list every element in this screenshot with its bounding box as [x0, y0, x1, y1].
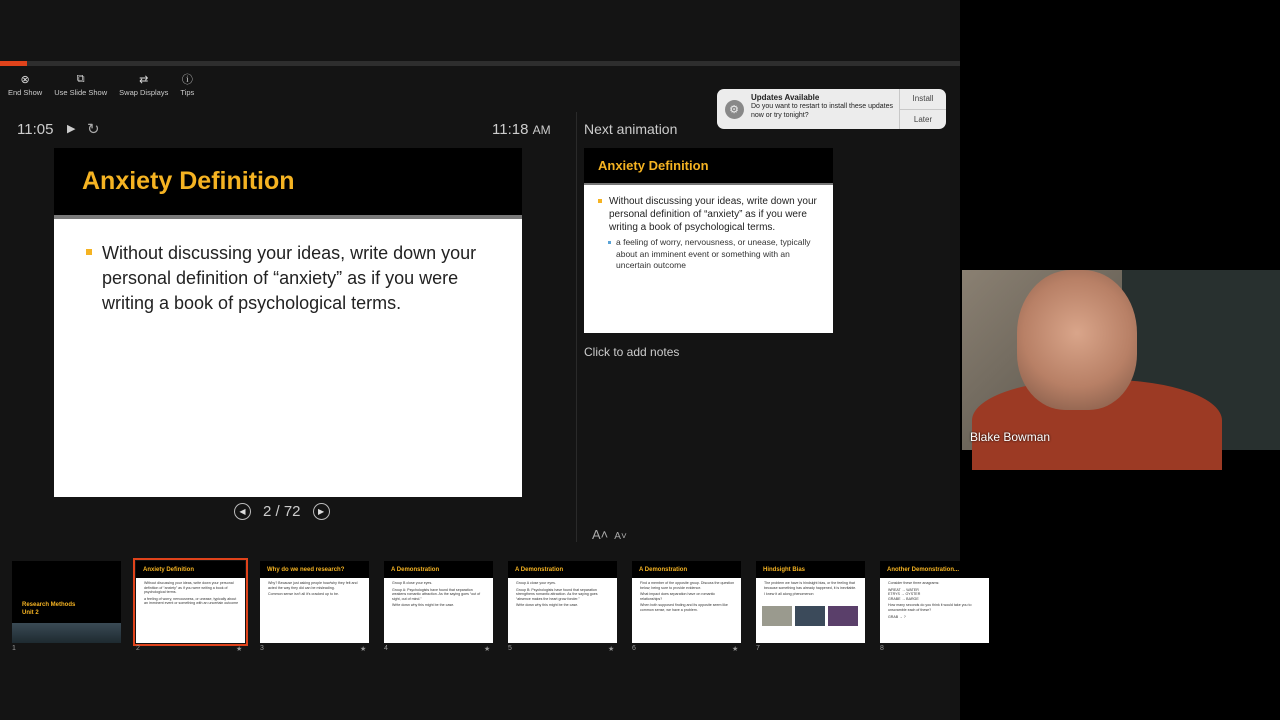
slide-body	[54, 219, 522, 316]
sub-bullet-marker	[608, 241, 611, 244]
close-circle-icon: ⊗	[20, 73, 30, 86]
next-slide-bullet	[598, 195, 825, 234]
end-show-label: End Show	[8, 88, 43, 97]
previous-slide-button[interactable]	[234, 503, 251, 520]
slide-title: Anxiety Definition	[82, 167, 295, 195]
notification-text	[751, 89, 899, 129]
previous-icon: ◀	[239, 507, 246, 516]
thumbnail-body: The problem we have is hindsight bias, or the feeling that because something has already happened, it is inevitable. I knew it all along phenomenon	[764, 581, 857, 597]
use-slide-show-button[interactable]	[54, 72, 107, 97]
next-slide-body	[584, 185, 833, 272]
clock-ampm: AM	[532, 123, 551, 137]
install-button[interactable]: Install	[900, 89, 946, 110]
slide-thumbnail-3[interactable]	[260, 561, 369, 643]
thumbnail-title: Why do we need research?	[260, 561, 369, 578]
thumbnail-title: A Demonstration	[632, 561, 741, 578]
thumbnail-title: Another Demonstration...	[880, 561, 989, 578]
thumbnail-body: Find a member of the opposite group. Discuss the question below; being sure to provide evidence. What impact does separation have on romantic relationships? When both supposed finding and its opposite seem like common sense, we have a problem.	[640, 581, 735, 612]
notification-body: Do you want to restart to install these updates now or try tonight?	[751, 103, 894, 119]
slide-number: 2	[136, 645, 140, 652]
next-slide-header	[584, 148, 833, 185]
swap-displays-button[interactable]	[119, 72, 168, 97]
slide-number: 1	[12, 645, 16, 652]
settings-gear-icon: ⚙	[725, 100, 744, 119]
slide-number: 6	[632, 645, 636, 652]
next-slide-preview	[584, 148, 833, 333]
next-animation-label: Next animation	[584, 121, 678, 137]
use-slide-show-label: Use Slide Show	[54, 88, 108, 97]
current-slide[interactable]	[54, 148, 522, 497]
thumbnail-photo	[828, 606, 858, 626]
decrease-font-button[interactable]: A˅	[614, 531, 627, 542]
thumbnail-image-band	[12, 623, 121, 643]
thumbnail-body: Why? Because just asking people how/why they felt and acted the way they did can be misleading. Common sense isn’t all it’s cracked up to be.	[268, 581, 358, 597]
notes-font-controls	[592, 527, 627, 542]
reset-icon[interactable]: ↻	[87, 121, 100, 138]
animation-star-icon: ★	[484, 646, 491, 653]
tips-button[interactable]	[180, 72, 194, 97]
bullet-marker	[86, 249, 92, 255]
thumbnail-title: A Demonstration	[508, 561, 617, 578]
slide-number: 4	[384, 645, 388, 652]
swap-displays-label: Swap Displays	[119, 88, 169, 97]
mouse-cursor-icon: ▶	[67, 123, 76, 135]
increase-font-button[interactable]: A˄	[592, 527, 609, 542]
next-slide-title: Anxiety Definition	[598, 158, 709, 173]
next-slide-sub-bullet	[598, 237, 825, 272]
video-person-head	[1017, 270, 1137, 410]
slide-thumbnail-6[interactable]	[632, 561, 741, 643]
slide-thumbnail-8[interactable]	[880, 561, 989, 643]
slide-thumbnail-4[interactable]	[384, 561, 493, 643]
next-slide-sub-bullet-text: a feeling of worry, nervousness, or unease, typically about an imminent event or something with an uncertain outcome	[616, 237, 811, 270]
thumbnail-body: Group B close your eyes. Group A: Psychologists have found that separation weakens romantic attraction. As the saying goes “out of sight, out of mind.” Write down why this might be the case.	[392, 581, 481, 608]
slide-number: 7	[756, 645, 760, 652]
slide-number: 5	[508, 645, 512, 652]
tips-label: Tips	[180, 88, 195, 97]
pane-divider[interactable]	[576, 112, 577, 542]
next-slide-bullet-text: Without discussing your ideas, write down your personal definition of “anxiety” as if you were writing a book of psychological terms.	[609, 196, 817, 233]
slide-thumbnail-2[interactable]	[136, 561, 245, 643]
slide-number: 3	[260, 645, 264, 652]
thumbnail-body: Without discussing your ideas, write down your personal definition of “anxiety” as if you were writing a book of psychological terms. a feeling of worry, nervousness, or unease, typically about an imminent event or something with an uncertain outcome	[144, 581, 239, 606]
slide-thumbnail-5[interactable]	[508, 561, 617, 643]
thumbnail-images	[762, 606, 858, 626]
slide-bullet	[86, 241, 492, 316]
slide-bullet-text: Without discussing your ideas, write down your personal definition of “anxiety” as if you were writing a book of psychological terms.	[102, 243, 477, 313]
speaker-notes-area[interactable]: Click to add notes	[584, 345, 680, 359]
thumbnail-title: Anxiety Definition	[136, 561, 245, 578]
animation-star-icon: ★	[732, 646, 739, 653]
window-icon: ⧉	[76, 72, 85, 85]
slide-number: 8	[880, 645, 884, 652]
thumbnail-title: Research Methods Unit 2	[22, 602, 76, 616]
info-icon: ⓘ	[181, 74, 193, 86]
notification-actions	[899, 89, 946, 129]
later-button[interactable]: Later	[913, 114, 933, 124]
slide-counter[interactable]: 2 / 72	[263, 503, 301, 520]
end-show-button[interactable]	[8, 72, 42, 97]
slide-thumbnail-7[interactable]	[756, 561, 865, 643]
current-time	[492, 121, 551, 138]
notification-title: Updates Available	[751, 93, 820, 102]
updates-notification	[717, 89, 946, 129]
next-icon: ▶	[317, 507, 325, 516]
slide-progress-fill	[0, 61, 27, 66]
next-slide-button[interactable]	[313, 503, 330, 520]
animation-star-icon: ★	[360, 646, 367, 653]
slide-thumbnail-strip[interactable]	[0, 555, 972, 657]
participant-video[interactable]	[962, 270, 1280, 450]
participant-name: Blake Bowman	[970, 430, 1051, 444]
thumbnail-title: Hindsight Bias	[756, 561, 865, 578]
thumbnail-title: A Demonstration	[384, 561, 493, 578]
notification-icon-wrap	[717, 89, 751, 129]
thumbnail-photo	[795, 606, 825, 626]
thumbnail-body: Group A close your eyes. Group B: Psychologists have found that separation strengthens romantic attraction. As the saying goes “absence makes the heart grow fonder.” Write down why this might be the case.	[516, 581, 598, 608]
slide-header	[54, 148, 522, 219]
clock-time: 11:18	[492, 121, 529, 138]
animation-star-icon: ★	[236, 646, 243, 653]
slide-progress-bar	[0, 61, 960, 66]
animation-star-icon: ★	[608, 646, 615, 653]
swap-icon: ⇄	[139, 73, 149, 86]
thumbnail-body: Consider these three anagrams: WREAT → WATER ETRYS → OYSTER GRABE → BARGE How many seconds do you think it would take you to unscramble each of these? GRAB → ?	[888, 581, 972, 619]
thumbnail-photo	[762, 606, 792, 626]
bullet-marker	[598, 199, 602, 203]
elapsed-timer: 11:05	[17, 121, 54, 138]
slide-navigation	[234, 503, 330, 520]
presenter-toolbar	[8, 72, 194, 97]
slide-thumbnail-1[interactable]	[12, 561, 121, 643]
